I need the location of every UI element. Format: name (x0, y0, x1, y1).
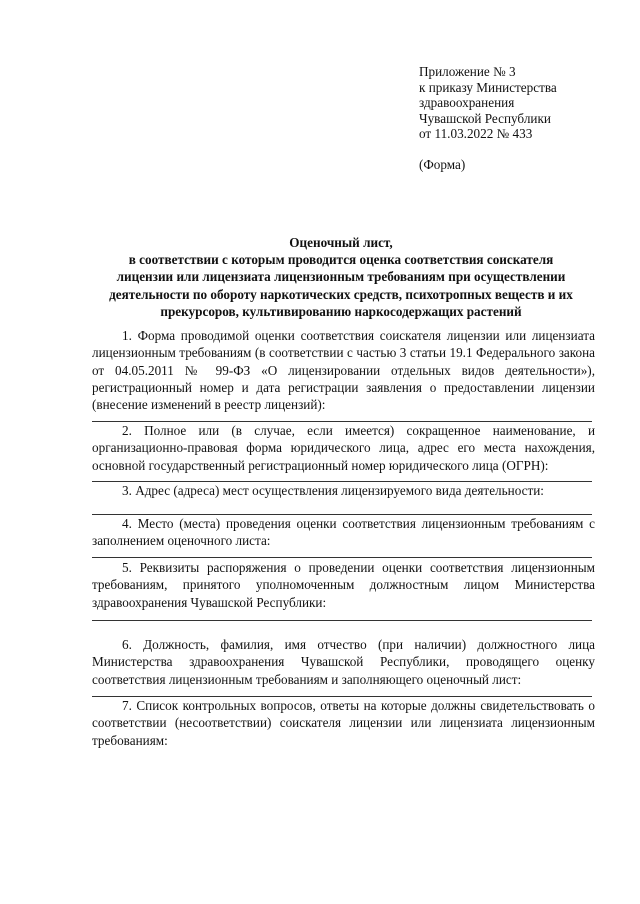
document-title (60, 234, 622, 320)
item-3-text: 3. Адрес (адреса) мест осуществления лицензируемого вида деятельности: (122, 483, 544, 498)
form-label: (Форма) (419, 156, 466, 172)
item-2-text: 2. Полное или (в случае, если имеется) сокращенное наименование, и организационно-правовая форма юридического лица, адрес его места нахождения, основной государственный регистрационный номер юридического лица (ОГРН): (92, 423, 595, 473)
appendix-line: к приказу Министерства (419, 79, 557, 95)
appendix-line: здравоохранения (419, 95, 515, 111)
title-line: деятельности по обороту наркотических средств, психотропных веществ и их (109, 286, 573, 302)
title-line: прекурсоров, культивированию наркосодержащих растений (160, 303, 522, 319)
title-line: в соответствии с которым проводится оценка соответствия соискателя (128, 252, 554, 268)
title-line: Оценочный лист, (289, 235, 393, 250)
title-line: лицензии или лицензиата лицензионным требованиям при осуществлении (116, 269, 566, 285)
appendix-line: Чувашской Республики (419, 110, 551, 126)
item-7-text: 7. Список контрольных вопросов, ответы на которые должны свидетельствовать о соответствии (несоответствии) соискателя лицензии или лицензиата лицензионным требованиям: (92, 698, 595, 748)
appendix-line: Приложение № 3 (419, 64, 516, 79)
item-6-text: 6. Должность, фамилия, имя отчество (при наличии) должностного лица Министерства здравоохранения Чувашской Республики, проводящего оценку соответствия лицензионным требованиям и заполняющего оценочный лист: (92, 637, 595, 687)
appendix-line: от 11.03.2022 № 433 (419, 126, 533, 142)
fill-line-5 (92, 620, 592, 621)
appendix-block (419, 64, 619, 173)
item-4-text: 4. Место (места) проведения оценки соответствия лицензионным требованиям с заполнением оценочного листа: (92, 516, 595, 549)
fill-line-4 (92, 557, 592, 558)
item-5-text: 5. Реквизиты распоряжения о проведении оценки соответствия лицензионным требованиям, принятого уполномоченным должностным лицом Министерства здравоохранения Чувашской Республики: (92, 560, 595, 610)
item-1-text: 1. Форма проводимой оценки соответствия соискателя лицензии или лицензиата лицензионным требованиям (в соответствии с частью 3 статьи 19.1 Федерального закона от 04.05.2011 № 99-ФЗ «О лицензировании отдельных видов деятельности»), регистрационный номер и дата регистрации заявления о предоставлении лицензии (внесение изменений в реестр лицензий): (92, 328, 595, 413)
